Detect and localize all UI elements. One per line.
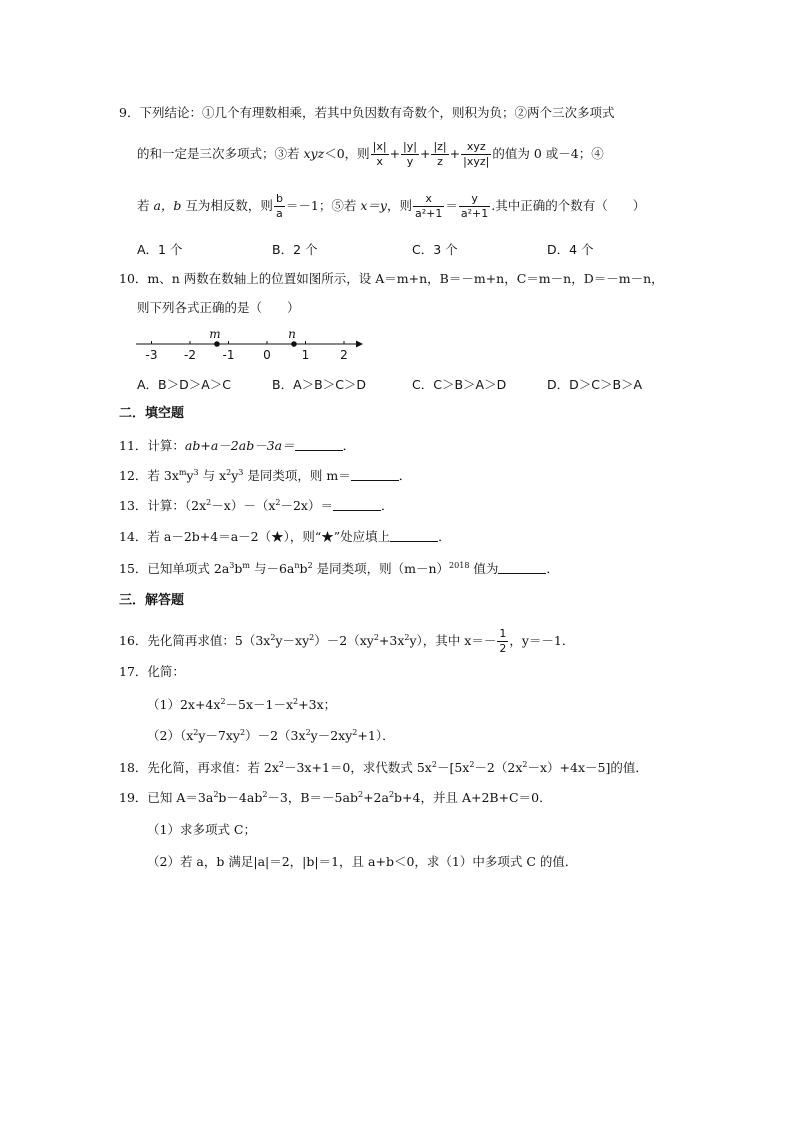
- q19-part1: （1）求多项式 C；: [147, 822, 256, 837]
- q12: 12．若 $3x^my^3$ 与 $x^2y^3$ 是同类项，则 m＝ ．: [119, 468, 412, 483]
- q19: 19．已知 $A=3a^2b-4ab^2-3$，$B=-5ab^2+2a^2b+4$，并且 A+2B+C＝0．: [119, 790, 552, 805]
- q9-option-c: C．3 个: [412, 242, 458, 257]
- q17-part2: $(2)(x^2y-7xy^2)-2(3x^2y-2xy^2+1)$．: [147, 728, 395, 743]
- q17-title: 17．化简：: [119, 664, 185, 679]
- axis-tick-label: 2: [340, 348, 348, 362]
- axis-tick-label: -1: [222, 348, 235, 362]
- axis-point-m: [214, 341, 220, 347]
- fraction-abs-x: $\frac{|x|}{x}$: [372, 140, 387, 169]
- q18: 18．先化简，再求值：若 $2x^2-3x+1=0$，求代数式 $5x^2-[5x^2-2(2x^2-x)+4x-5]$的值．: [119, 760, 648, 775]
- axis-point-label: n: [288, 327, 296, 341]
- q9-line3: 若 a，b 互为相反数，则 $\frac{b}{a}$ ＝－1；⑤若 x＝y，则 $\frac{x}{\text{a²+1}}$ ＝ $\frac{y}{\text{a²+1}}$ .其中正确的个数有（ ）: [137, 192, 646, 221]
- fraction-y-over: $\frac{y}{\text{a²+1}}$: [460, 192, 489, 221]
- q14: 14．若 a－2b+4＝a－2（★），则“★”处应填上 ．: [119, 529, 451, 544]
- fraction-one-half: $\frac{1}{2}$: [499, 627, 507, 656]
- fraction-x-over: $\frac{x}{\text{a²+1}}$: [415, 192, 443, 221]
- q9-line2: 的和一定是三次多项式；③若 xyz＜0，则 $\frac{|x|}{x}$ + $\frac{|y|}{y}$ + $\frac{|z|}{z}$ + $\frac{\text{xyz}}{\text{|xyz|}}$ 的值为 0 或－4；④: [137, 140, 604, 169]
- answer-blank[interactable]: [351, 470, 399, 481]
- number-line: [134, 322, 374, 362]
- section-fill-in-heading: 二．填空题: [119, 406, 185, 421]
- axis-arrow: [356, 341, 363, 348]
- q10-option-b: B．A＞B＞C＞D: [272, 377, 367, 392]
- q9-var: xyz: [303, 146, 325, 162]
- fraction-b-over-a: $\frac{b}{a}$: [275, 192, 283, 221]
- q10-line2: 则下列各式正确的是（ ）: [137, 300, 300, 315]
- q9-text: ＜0，则: [324, 146, 370, 162]
- q10-line1: 10．m、n 两数在数轴上的位置如图所示，设 A＝m+n，B＝－m+n，C＝m－n，D＝－m－n，: [119, 271, 664, 286]
- q9-line1: 9．下列结论：①几个有理数相乘，若其中负因数有奇数个，则积为负；②两个三次多项式: [119, 105, 615, 120]
- q11: 11．计算：ab+a－2ab－3a＝ ．: [119, 438, 356, 453]
- q10-option-d: D．D＞C＞B＞A: [547, 377, 643, 392]
- axis-tick-label: 1: [301, 348, 310, 362]
- fraction-xyz: $\frac{\text{xyz}}{\text{|xyz|}}$: [463, 140, 490, 169]
- fraction-abs-y: $\frac{|y|}{y}$: [403, 140, 417, 169]
- answer-blank[interactable]: [498, 563, 546, 574]
- axis-tick-label: 0: [263, 348, 271, 362]
- axis-tick-label: -2: [184, 348, 196, 362]
- q17-part1: $(1)2x+4x^2-5x-1-x^2+3x$；: [147, 697, 337, 712]
- answer-blank[interactable]: [333, 500, 381, 511]
- section-solve-heading: 三．解答题: [119, 593, 185, 608]
- q9-option-d: D．4 个: [547, 242, 594, 257]
- axis-tick-label: -3: [145, 348, 158, 362]
- q10-option-a: A．B＞D＞A＞C: [137, 377, 232, 392]
- q9-text: 的值为 0 或－4；④: [492, 146, 604, 162]
- fraction-abs-z: $\frac{|z|}{z}$: [433, 140, 447, 169]
- q9-option-a: A．1 个: [137, 242, 183, 257]
- q16: 16．先化简再求值：$5(3x^2y-xy^2)-2(xy^2+3x^2y)$，其中 x＝－ $\frac{1}{2}$ ，y＝－1．: [119, 627, 575, 656]
- answer-blank[interactable]: [295, 440, 343, 451]
- q19-part2: （2）若 a，b 满足|a|＝2，|b|＝1，且 a+b＜0，求（1）中多项式 C 的值．: [147, 854, 578, 869]
- q10-option-c: C．C＞B＞A＞D: [412, 377, 507, 392]
- q15: 15．已知单项式 $2a^3b^m$ 与$-6a^nb^2$ 是同类项，则$(m-n)^{2018}$ 值为 ．: [119, 561, 559, 576]
- axis-point-n: [291, 341, 297, 347]
- answer-blank[interactable]: [390, 531, 438, 542]
- q13: 13．计算：$(2x^2-x)-(x^2-2x)=$ ．: [119, 498, 394, 513]
- q9-option-b: B．2 个: [272, 242, 318, 257]
- axis-point-label: m: [209, 327, 221, 341]
- q9-text: 的和一定是三次多项式；③若: [137, 146, 304, 162]
